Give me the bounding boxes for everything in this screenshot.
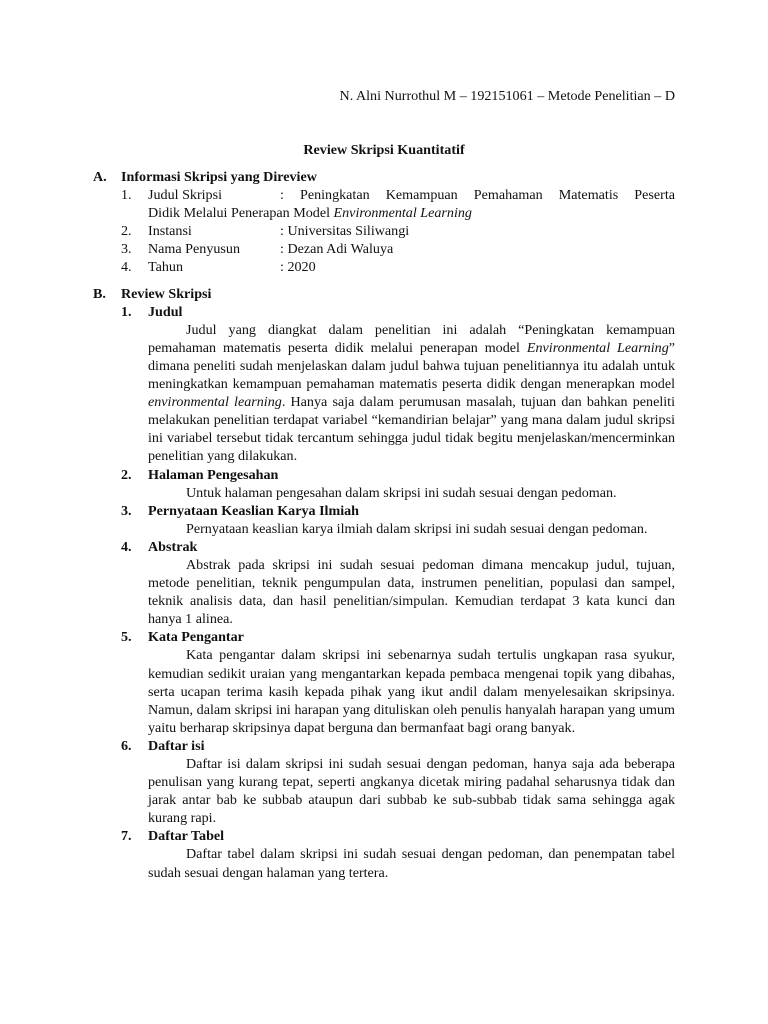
para-italic: environmental learning [148,394,282,411]
review-paragraph: Abstrak pada skripsi ini sudah sesuai pedoman dimana mencakup judul, tujuan, metode penelitian, teknik pengumpulan data, instrumen penelitian, populasi dan sampel, teknik analisis data, dan hasil penelitian/simpulan. Kemudian terdapat 3 kata kunci dan hanya 1 alinea. [148,556,675,628]
item-label: Judul Skripsi [148,187,223,204]
item-heading: Daftar isi [148,737,205,754]
section-b-heading [93,285,675,303]
review-item-heading [121,737,675,755]
para-italic: Environmental Learning [526,339,669,356]
document-title: Review Skripsi Kuantitatif [303,142,465,158]
info-item [121,186,675,204]
review-item-heading [121,538,675,556]
item-number: 5. [121,629,132,646]
document-body [93,168,675,882]
review-item-heading [121,466,675,484]
info-item [121,258,675,276]
item-heading: Kata Pengantar [148,629,244,646]
section-a-heading [93,168,675,186]
item-value: : Universitas Siliwangi [280,223,410,240]
review-paragraph: Kata pengantar dalam skripsi ini sebenarnya sudah tertulis ungkapan rasa syukur, kemudian sedikit uraian yang mengantarkan kepada pembaca mengenai topik yang dibahas, serta ucapan terima kasih kepada pihak yang ikut andil dalam menyelesaikan skripsinya. Namun, dalam skripsi ini harapan yang dituliskan oleh penulis hanyalah harapan yang umum yaitu berharap skripsinya dapat berguna dan bermanfaat bagi orang banyak. [148,647,675,736]
item-number: 1. [121,303,132,320]
review-paragraph: Daftar isi dalam skripsi ini sudah sesuai dengan pedoman, hanya saja ada beberapa penulisan yang kurang tepat, seperti angkanya dicetak miring padahal seharusnya tidak dan jarak antar bab ke subbab ataupun dari subbab ke sub-subbab tidak sama sehingga agak kurang rapi. [148,756,675,827]
item-heading: Halaman Pengesahan [148,466,279,483]
review-paragraph: Untuk halaman pengesahan dalam skripsi ini sudah sesuai dengan pedoman. [186,484,617,501]
review-item-heading [121,502,675,520]
item-number: 6. [121,737,132,754]
review-item-heading [121,827,675,845]
item-number: 2. [121,223,132,240]
item-number: 7. [121,828,132,845]
review-paragraph: Pernyataan keaslian karya ilmiah dalam skripsi ini sudah sesuai dengan pedoman. [186,520,648,537]
item-heading: Abstrak [148,538,198,555]
section-letter: A. [93,169,107,185]
section-title: Review Skripsi [121,285,212,302]
review-list [121,303,675,882]
item-number: 2. [121,466,132,483]
item-heading: Pernyataan Keaslian Karya Ilmiah [148,502,360,519]
item-number: 4. [121,259,132,276]
item-value-cont: Didik Melalui Penerapan Model [148,205,334,222]
page-header: N. Alni Nurrothul M – 192151061 – Metode Penelitian – D [339,88,675,104]
info-list [121,186,675,276]
item-number: 3. [121,502,132,519]
info-item [121,222,675,240]
item-heading: Daftar Tabel [148,828,225,845]
item-label: Tahun [148,259,184,276]
item-number: 1. [121,187,132,204]
item-value-italic: Environmental Learning [333,205,472,222]
review-item-heading [121,628,675,646]
review-paragraph: Daftar tabel dalam skripsi ini sudah sesuai dengan pedoman, dan penempatan tabel sudah sesuai dengan halaman yang tertera. [148,846,675,881]
item-number: 4. [121,538,132,555]
info-item [121,240,675,258]
info-item-continuation [121,204,675,222]
item-value: : 2020 [280,259,316,276]
review-paragraph [148,321,675,466]
item-number: 3. [121,241,132,258]
section-title: Informasi Skripsi yang Direview [121,169,317,185]
review-item-heading [121,303,675,321]
item-label: Nama Penyusun [148,241,240,258]
section-letter: B. [93,285,106,302]
para-text: ” dimana peneliti sudah menjelaskan dalam judul bahwa tujuan penelitiannya itu adalah untuk meningkatkan kemampuan pemahaman matematis peserta didik dengan menerapkan model [148,339,676,393]
item-value: : Dezan Adi Waluya [280,241,394,258]
para-text: Judul yang diangkat dalam penelitian ini adalah “Peningkatan kemampuan pemahaman matematis peserta didik melalui penerapan model [148,321,675,356]
item-value: : Peningkatan Kemampuan Pemahaman Matematis Peserta [280,187,675,204]
para-text: . Hanya saja dalam perumusan masalah, tujuan dan bahkan peneliti melakukan penelitian terdapat variabel “kemandirian belajar” yang mana dalam judul skripsi ini variabel tersebut tidak tercantum sehingga judul tidak begitu menjelaskan/mencerminkan penelitian yang dilakukan. [148,394,675,465]
item-label: Instansi [148,223,192,240]
item-heading: Judul [148,303,183,320]
